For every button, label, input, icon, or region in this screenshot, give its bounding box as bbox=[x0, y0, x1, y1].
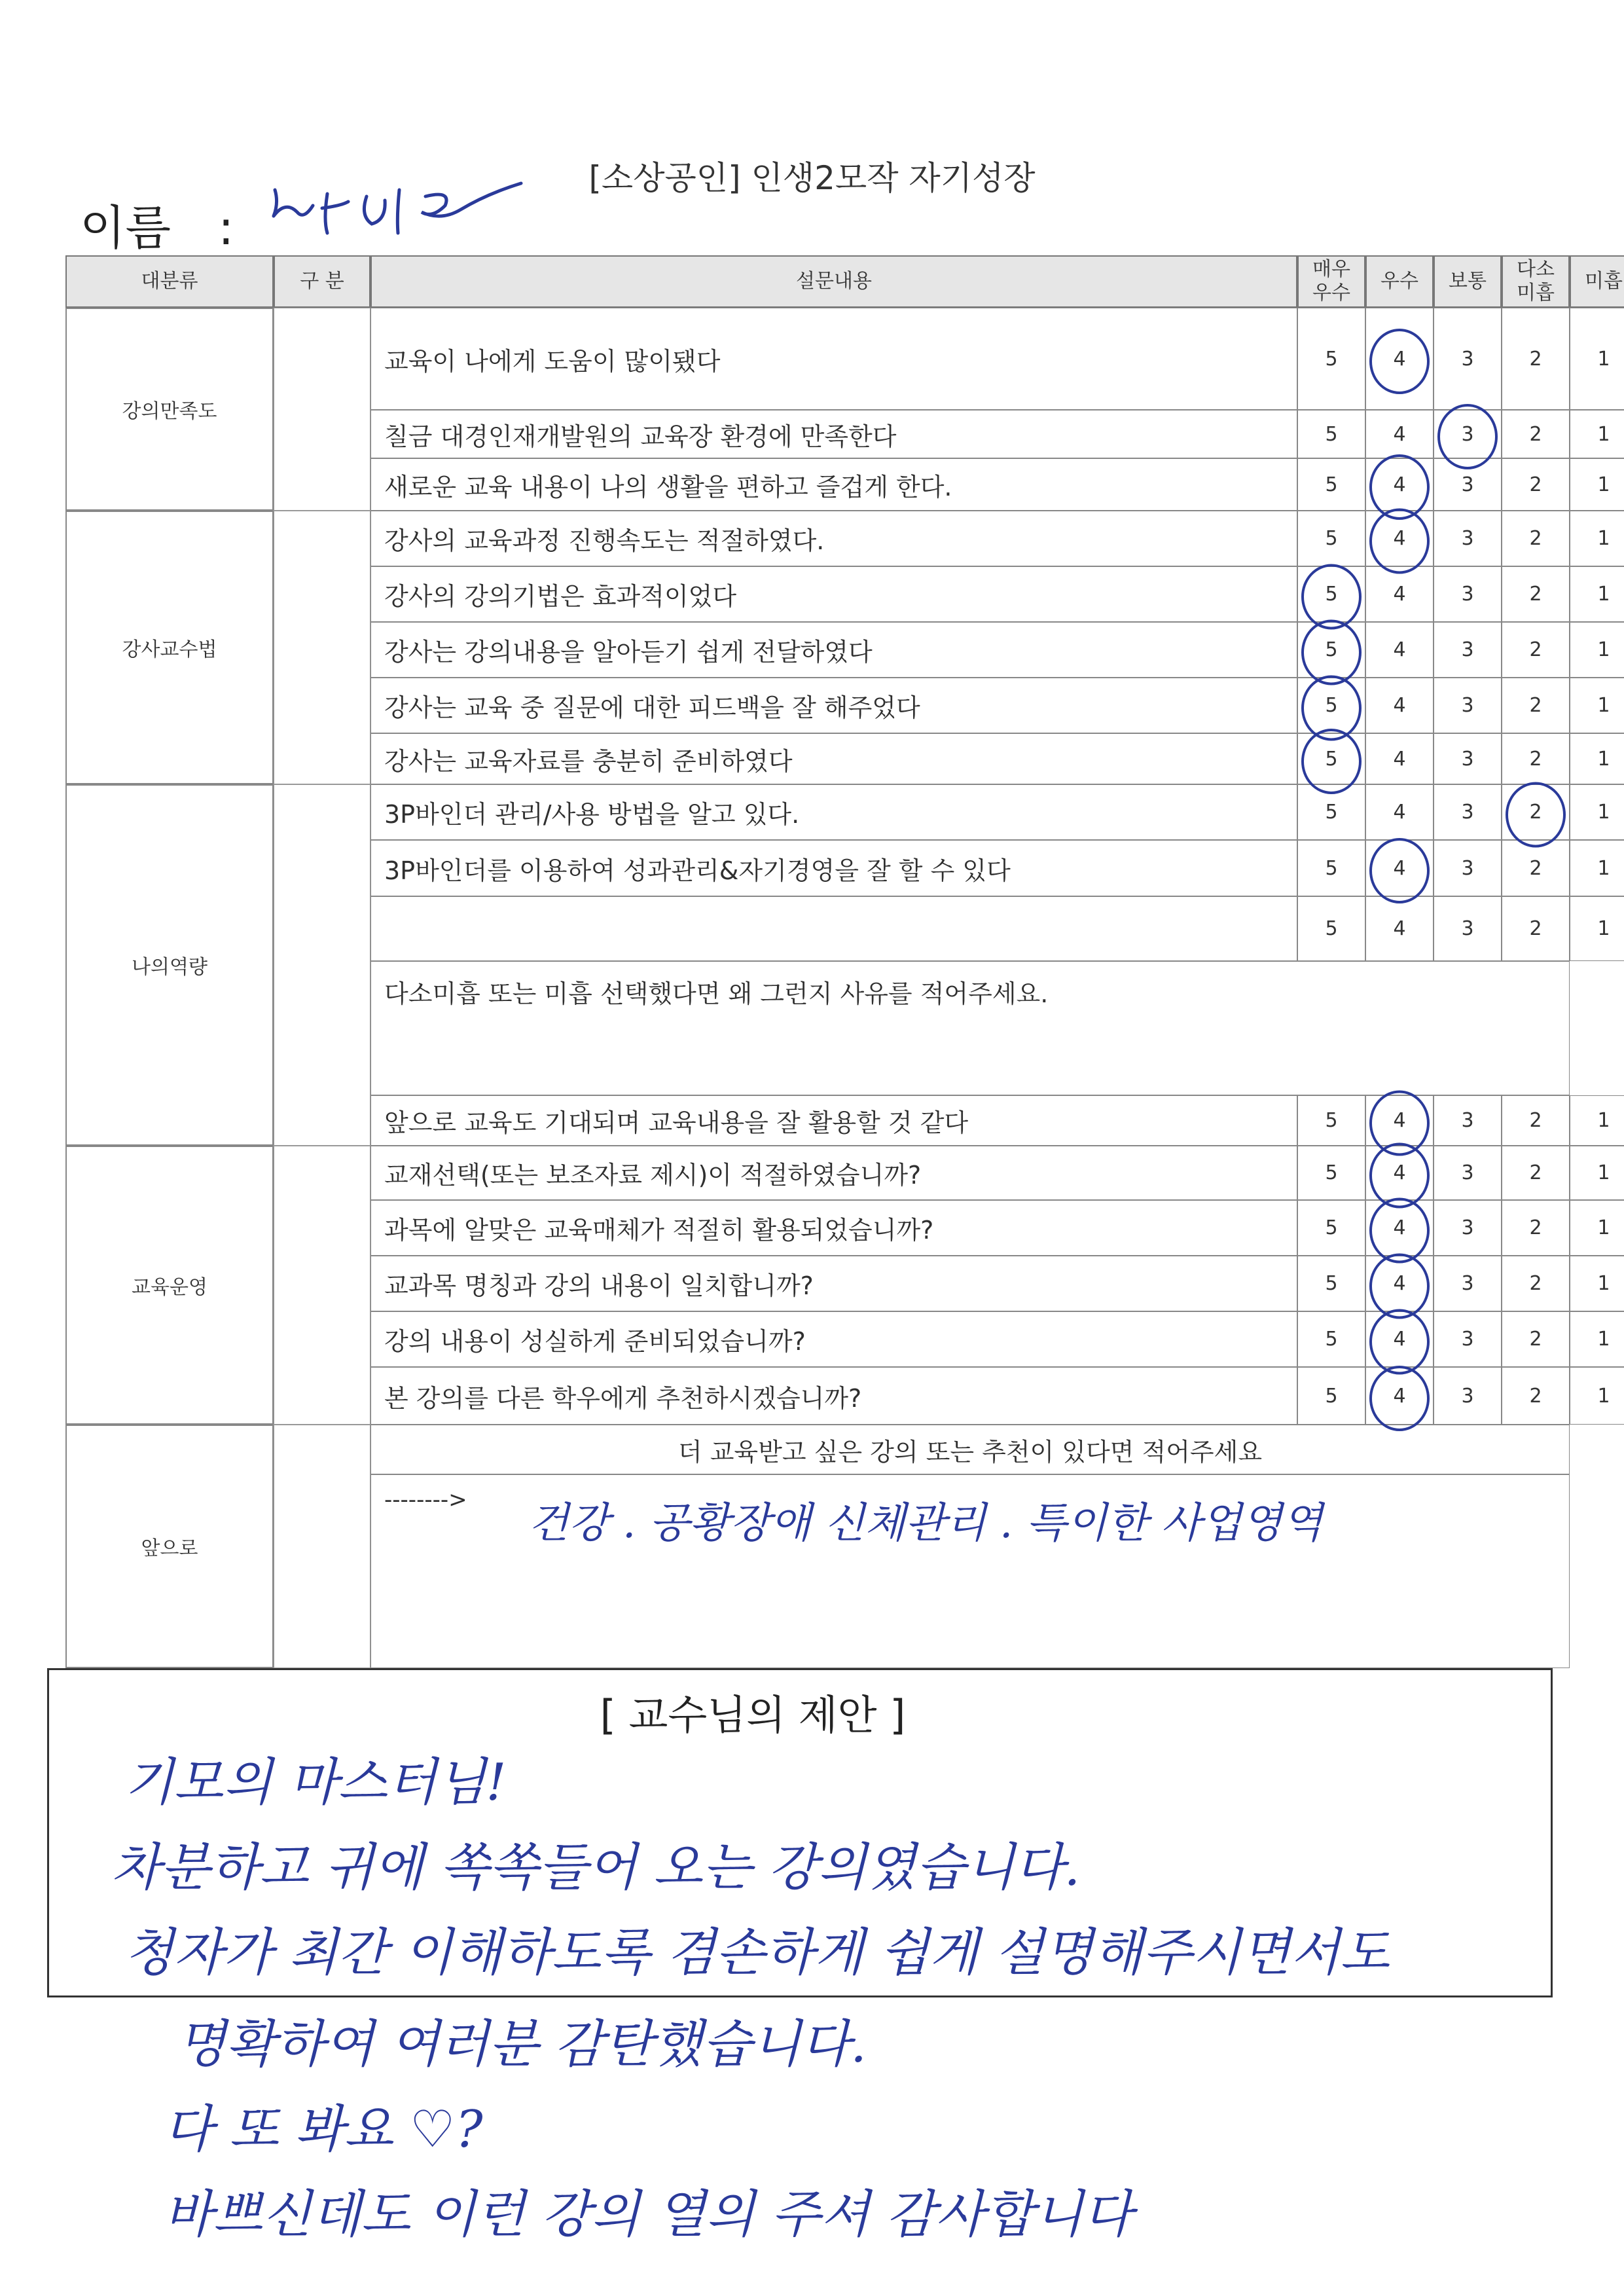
score-option-5[interactable]: 5 bbox=[1297, 566, 1365, 622]
score-option-2[interactable]: 2 bbox=[1502, 1146, 1570, 1200]
score-option-4[interactable]: 4 bbox=[1365, 1146, 1434, 1200]
score-option-4[interactable]: 4 bbox=[1365, 678, 1434, 733]
question-text: 3P바인더 관리/사용 방법을 알고 있다. bbox=[370, 784, 1297, 840]
division-cell bbox=[274, 1146, 370, 1425]
question-text: 과목에 알맞은 교육매체가 적절히 활용되었습니까? bbox=[370, 1200, 1297, 1256]
score-option-4[interactable]: 4 bbox=[1365, 784, 1434, 840]
proposal-line: 청자가 최간 이해하도록 겸손하게 쉽게 설명해주시면서도 bbox=[124, 1923, 1390, 1982]
score-option-3[interactable]: 3 bbox=[1434, 622, 1502, 678]
score-option-4[interactable]: 4 bbox=[1365, 1200, 1434, 1256]
score-option-2[interactable]: 2 bbox=[1502, 622, 1570, 678]
header-poor: 미흡 bbox=[1570, 255, 1624, 308]
score-option-4[interactable]: 4 bbox=[1365, 1311, 1434, 1367]
section-future: 앞으로 bbox=[65, 1425, 274, 1668]
score-option-2[interactable]: 2 bbox=[1502, 566, 1570, 622]
future-arrow: --------> bbox=[384, 1487, 467, 1513]
question-text: 앞으로 교육도 기대되며 교육내용을 잘 활용할 것 같다 bbox=[370, 1095, 1297, 1146]
score-option-5[interactable]: 5 bbox=[1297, 1200, 1365, 1256]
question-text: 교육이 나에게 도움이 많이됐다 bbox=[370, 308, 1297, 410]
score-option-1[interactable]: 1 bbox=[1570, 1200, 1624, 1256]
division-cell bbox=[274, 1425, 370, 1668]
score-option-2[interactable]: 2 bbox=[1502, 410, 1570, 458]
proposal-title: [ 교수님의 제안 ] bbox=[600, 1691, 906, 1739]
score-option-2[interactable]: 2 bbox=[1502, 511, 1570, 566]
score-option-4[interactable]: 4 bbox=[1365, 622, 1434, 678]
score-option-3[interactable]: 3 bbox=[1434, 784, 1502, 840]
proposal-line: 차분하고 귀에 쏙쏙들어 오는 강의였습니다. bbox=[111, 1838, 1081, 1897]
score-option-1[interactable]: 1 bbox=[1570, 784, 1624, 840]
score-option-4[interactable]: 4 bbox=[1365, 840, 1434, 896]
name-label: 이름 : bbox=[80, 200, 234, 255]
future-prompt-cell bbox=[370, 1425, 1570, 1474]
score-option-2[interactable]: 2 bbox=[1502, 308, 1570, 410]
score-option-5[interactable]: 5 bbox=[1297, 622, 1365, 678]
future-prompt: 더 교육받고 싶은 강의 또는 추천이 있다면 적어주세요 bbox=[677, 1437, 1263, 1467]
score-option-3[interactable]: 3 bbox=[1434, 566, 1502, 622]
division-cell bbox=[274, 784, 370, 1146]
reason-cell bbox=[370, 961, 1570, 1095]
survey-table bbox=[65, 255, 1623, 1668]
score-option-5[interactable]: 5 bbox=[1297, 1256, 1365, 1311]
question-text: 교과목 명칭과 강의 내용이 일치합니까? bbox=[370, 1256, 1297, 1311]
score-option-4[interactable]: 4 bbox=[1365, 733, 1434, 784]
header-category: 대분류 bbox=[65, 255, 274, 308]
question-text: 강사는 교육자료를 충분히 준비하였다 bbox=[370, 733, 1297, 784]
score-option-5[interactable]: 5 bbox=[1297, 840, 1365, 896]
header-very-excellent: 매우 우수 bbox=[1297, 255, 1365, 308]
question-text: 칠금 대경인재개발원의 교육장 환경에 만족한다 bbox=[370, 410, 1297, 458]
question-text: 3P바인더를 이용하여 성과관리&자기경영을 잘 할 수 있다 bbox=[370, 840, 1297, 896]
score-option-2[interactable]: 2 bbox=[1502, 1256, 1570, 1311]
score-option-3[interactable]: 3 bbox=[1434, 1200, 1502, 1256]
score-option-5[interactable]: 5 bbox=[1297, 511, 1365, 566]
score-option-5[interactable]: 5 bbox=[1297, 308, 1365, 410]
score-option-5[interactable]: 5 bbox=[1297, 733, 1365, 784]
score-option-3[interactable]: 3 bbox=[1434, 733, 1502, 784]
score-option-1[interactable]: 1 bbox=[1570, 896, 1624, 961]
section-operation: 교육운영 bbox=[65, 1146, 274, 1425]
score-option-1[interactable]: 1 bbox=[1570, 308, 1624, 410]
score-option-3[interactable]: 3 bbox=[1434, 1256, 1502, 1311]
header-content: 설문내용 bbox=[370, 255, 1297, 308]
score-option-3[interactable]: 3 bbox=[1434, 678, 1502, 733]
score-option-5[interactable]: 5 bbox=[1297, 1095, 1365, 1146]
score-option-1[interactable]: 1 bbox=[1570, 733, 1624, 784]
question-text: 강사의 교육과정 진행속도는 적절하였다. bbox=[370, 511, 1297, 566]
score-option-3[interactable]: 3 bbox=[1434, 896, 1502, 961]
question-text: 강사는 교육 중 질문에 대한 피드백을 잘 해주었다 bbox=[370, 678, 1297, 733]
score-option-2[interactable]: 2 bbox=[1502, 840, 1570, 896]
proposal-line: 바쁘신데도 이런 강의 열의 주셔 감사합니다 bbox=[164, 2185, 1133, 2244]
score-option-3[interactable]: 3 bbox=[1434, 1311, 1502, 1367]
header-excellent: 우수 bbox=[1365, 255, 1434, 308]
reason-prompt: 다소미흡 또는 미흡 선택했다면 왜 그런지 사유를 적어주세요. bbox=[384, 979, 1049, 1008]
question-text: 강사는 강의내용을 알아듣기 쉽게 전달하였다 bbox=[370, 622, 1297, 678]
question-text: 강의 내용이 성실하게 준비되었습니까? bbox=[370, 1311, 1297, 1367]
question-text: 강사의 강의기법은 효과적이었다 bbox=[370, 566, 1297, 622]
score-option-1[interactable]: 1 bbox=[1570, 458, 1624, 511]
question-text bbox=[370, 896, 1297, 961]
score-option-4[interactable]: 4 bbox=[1365, 458, 1434, 511]
score-option-3[interactable]: 3 bbox=[1434, 458, 1502, 511]
score-option-5[interactable]: 5 bbox=[1297, 410, 1365, 458]
section-teaching-method: 강사교수법 bbox=[65, 511, 274, 784]
score-option-1[interactable]: 1 bbox=[1570, 1256, 1624, 1311]
score-option-1[interactable]: 1 bbox=[1570, 511, 1624, 566]
score-option-4[interactable]: 4 bbox=[1365, 410, 1434, 458]
future-answer: 건강 . 공황장애 신체관리 . 특이한 사업영역 bbox=[528, 1499, 1323, 1548]
question-text: 본 강의를 다른 학우에게 추천하시겠습니까? bbox=[370, 1367, 1297, 1425]
score-option-2[interactable]: 2 bbox=[1502, 733, 1570, 784]
score-option-5[interactable]: 5 bbox=[1297, 1367, 1365, 1425]
score-option-3[interactable]: 3 bbox=[1434, 1367, 1502, 1425]
score-option-5[interactable]: 5 bbox=[1297, 678, 1365, 733]
score-option-1[interactable]: 1 bbox=[1570, 678, 1624, 733]
question-text: 새로운 교육 내용이 나의 생활을 편하고 즐겁게 한다. bbox=[370, 458, 1297, 511]
header-division: 구 분 bbox=[274, 255, 370, 308]
score-option-5[interactable]: 5 bbox=[1297, 784, 1365, 840]
section-lecture-satisfaction: 강의만족도 bbox=[65, 308, 274, 511]
score-option-4[interactable]: 4 bbox=[1365, 511, 1434, 566]
score-option-1[interactable]: 1 bbox=[1570, 1146, 1624, 1200]
score-option-4[interactable]: 4 bbox=[1365, 1367, 1434, 1425]
score-option-3[interactable]: 3 bbox=[1434, 511, 1502, 566]
division-cell bbox=[274, 308, 370, 511]
score-option-2[interactable]: 2 bbox=[1502, 1095, 1570, 1146]
score-option-4[interactable]: 4 bbox=[1365, 896, 1434, 961]
score-option-3[interactable]: 3 bbox=[1434, 410, 1502, 458]
score-option-1[interactable]: 1 bbox=[1570, 1367, 1624, 1425]
score-option-2[interactable]: 2 bbox=[1502, 458, 1570, 511]
division-cell bbox=[274, 511, 370, 784]
score-option-4[interactable]: 4 bbox=[1365, 308, 1434, 410]
score-option-2[interactable]: 2 bbox=[1502, 896, 1570, 961]
score-option-5[interactable]: 5 bbox=[1297, 896, 1365, 961]
score-option-5[interactable]: 5 bbox=[1297, 1146, 1365, 1200]
future-answer-cell bbox=[370, 1474, 1570, 1668]
score-option-3[interactable]: 3 bbox=[1434, 1146, 1502, 1200]
score-option-5[interactable]: 5 bbox=[1297, 1311, 1365, 1367]
score-option-3[interactable]: 3 bbox=[1434, 308, 1502, 410]
score-option-2[interactable]: 2 bbox=[1502, 1367, 1570, 1425]
score-option-1[interactable]: 1 bbox=[1570, 1311, 1624, 1367]
header-average: 보통 bbox=[1434, 255, 1502, 308]
score-option-1[interactable]: 1 bbox=[1570, 840, 1624, 896]
score-option-2[interactable]: 2 bbox=[1502, 784, 1570, 840]
score-option-2[interactable]: 2 bbox=[1502, 1311, 1570, 1367]
proposal-line: 다 또 봐요 ♡? bbox=[164, 2100, 483, 2159]
score-option-3[interactable]: 3 bbox=[1434, 840, 1502, 896]
score-option-1[interactable]: 1 bbox=[1570, 566, 1624, 622]
document-title: [소상공인] 인생2모작 자기성장 bbox=[588, 159, 1036, 197]
section-my-competency: 나의역량 bbox=[65, 784, 274, 1146]
header-somewhat-poor: 다소 미흡 bbox=[1502, 255, 1570, 308]
proposal-line: 기모의 마스터님! bbox=[124, 1753, 507, 1812]
score-option-4[interactable]: 4 bbox=[1365, 1256, 1434, 1311]
score-option-2[interactable]: 2 bbox=[1502, 678, 1570, 733]
score-option-2[interactable]: 2 bbox=[1502, 1200, 1570, 1256]
proposal-line: 명확하여 여러분 감탄했습니다. bbox=[177, 2015, 867, 2074]
score-option-4[interactable]: 4 bbox=[1365, 1095, 1434, 1146]
score-option-1[interactable]: 1 bbox=[1570, 1095, 1624, 1146]
score-option-5[interactable]: 5 bbox=[1297, 458, 1365, 511]
score-option-4[interactable]: 4 bbox=[1365, 566, 1434, 622]
score-option-3[interactable]: 3 bbox=[1434, 1095, 1502, 1146]
score-option-1[interactable]: 1 bbox=[1570, 410, 1624, 458]
score-option-1[interactable]: 1 bbox=[1570, 622, 1624, 678]
question-text: 교재선택(또는 보조자료 제시)이 적절하였습니까? bbox=[370, 1146, 1297, 1200]
